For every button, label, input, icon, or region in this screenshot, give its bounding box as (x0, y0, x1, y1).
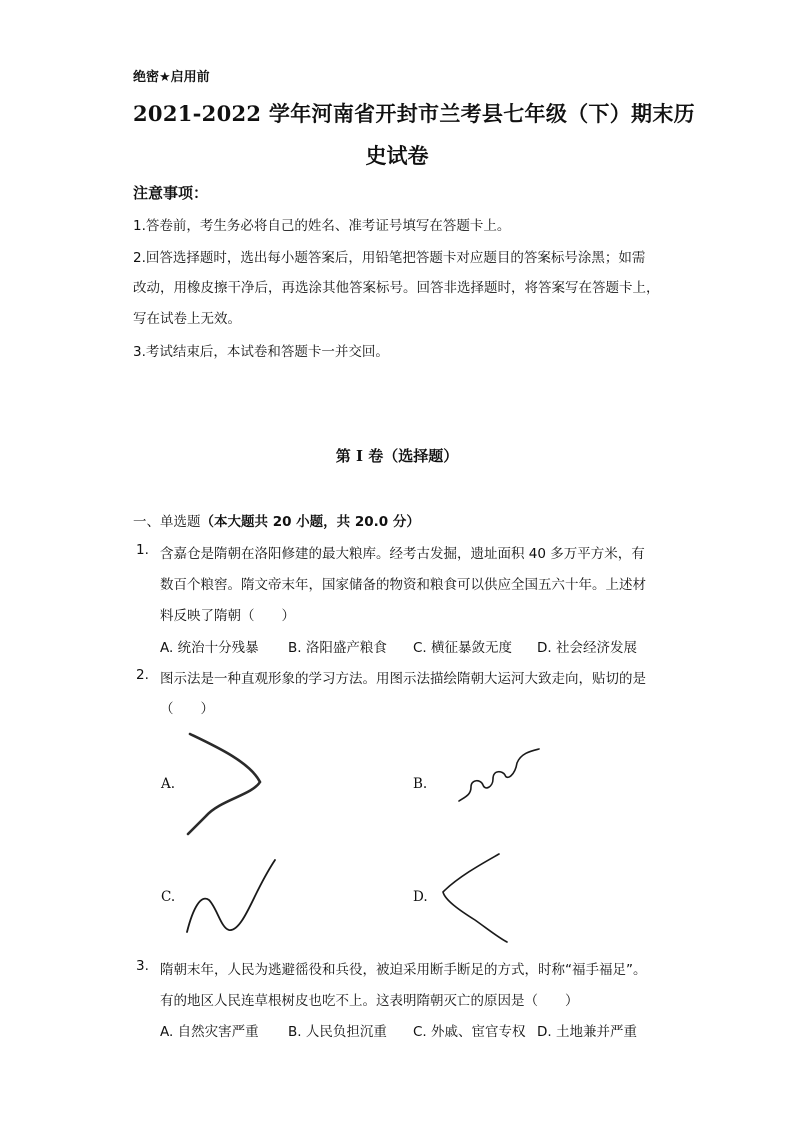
question-3-option-d: D. 土地兼并严重 (537, 1024, 637, 1040)
figure-a-curve (180, 730, 270, 838)
notice-line-5: 3.考试结束后，本试卷和答题卡一并交回。 (133, 344, 389, 360)
figure-c-curve (183, 858, 283, 940)
question-3-line-1: 隋朝末年，人民为逃避徭役和兵役，被迫采用断手断足的方式，时称“福手福足”。 (160, 962, 647, 978)
notice-heading: 注意事项： (133, 184, 209, 202)
question-1-line-2: 数百个粮窖。隋文帝末年，国家储备的物资和粮食可以供应全国五六十年。上述材 (160, 577, 646, 593)
part-heading (133, 510, 420, 530)
figure-b-label: B. (413, 776, 428, 792)
question-3-option-b: B. 人民负担沉重 (288, 1024, 387, 1040)
question-3-option-c: C. 外戚、宦官专权 (413, 1024, 526, 1040)
notice-line-4: 写在试卷上无效。 (133, 311, 241, 327)
question-1-option-b: B. 洛阳盛产粮食 (288, 640, 387, 656)
question-1-option-c: C. 横征暴敛无度 (413, 640, 513, 656)
notice-line-1: 1.答卷前，考生务必将自己的姓名、准考证号填写在答题卡上。 (133, 218, 511, 234)
figure-d-curve (435, 850, 505, 944)
figure-a-label: A. (161, 776, 176, 792)
exam-title-line2: 史试卷 (365, 143, 429, 168)
exam-title-line1: 2021-2022 学年河南省开封市兰考县七年级（下）期末历 (133, 101, 695, 126)
question-1-option-a: A. 统治十分残暴 (160, 640, 259, 656)
part-prefix: 一、单选题 (133, 514, 201, 530)
question-1-option-d: D. 社会经济发展 (537, 640, 637, 656)
question-3-number: 3. (136, 958, 149, 974)
question-1-line-3: 料反映了隋朝（ ） (160, 608, 295, 624)
question-2-line-1: 图示法是一种直观形象的学习方法。用图示法描绘隋朝大运河大致走向，贴切的是 (160, 671, 646, 687)
confidential-label: 绝密★启用前 (133, 70, 210, 85)
part-detail: （本大题共 20 小题，共 20.0 分） (200, 514, 420, 530)
question-2-line-2: （ ） (160, 701, 214, 717)
question-1-line-1: 含嘉仓是隋朝在洛阳修建的最大粮库。经考古发掘，遗址面积 40 多万平方米，有 (160, 546, 645, 562)
question-2-number: 2. (136, 667, 149, 683)
figure-b-curve (455, 745, 545, 805)
question-3-line-2: 有的地区人民连草根树皮也吃不上。这表明隋朝灭亡的原因是（ ） (160, 993, 579, 1009)
question-3-option-a: A. 自然灾害严重 (160, 1024, 259, 1040)
figure-c-label: C. (161, 889, 176, 905)
notice-line-2: 2.回答选择题时，选出每小题答案后，用铅笔把答题卡对应题目的答案标号涂黑；如需 (133, 250, 646, 266)
question-1-number: 1. (136, 542, 149, 558)
notice-line-3: 改动，用橡皮擦干净后，再选涂其他答案标号。回答非选择题时，将答案写在答题卡上， (133, 280, 660, 296)
section-title: 第 I 卷（选择题） (335, 447, 459, 465)
figure-d-label: D. (413, 889, 428, 905)
